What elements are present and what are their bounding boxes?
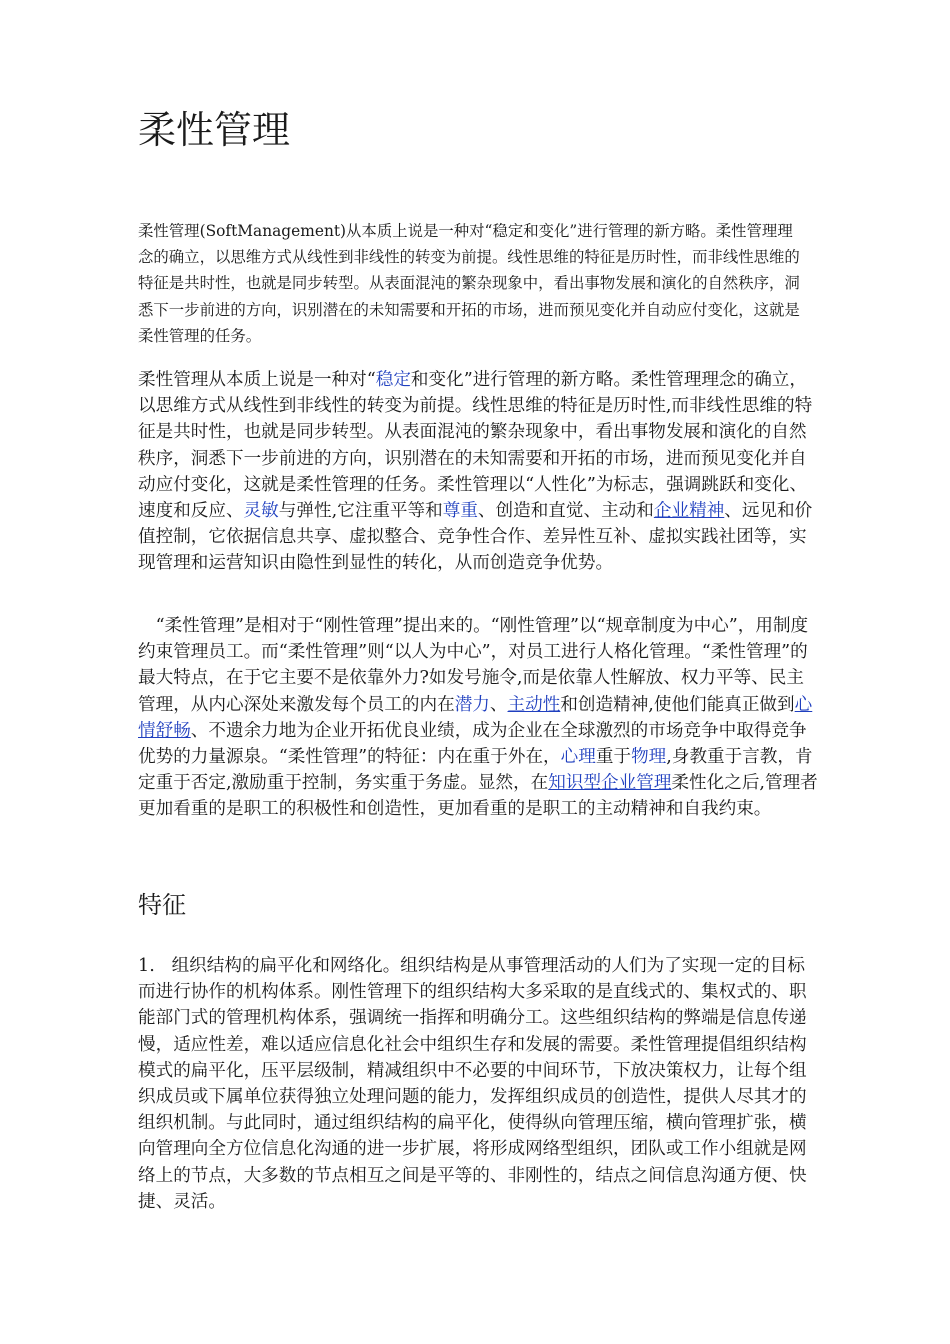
text-run: 、 <box>489 694 508 715</box>
link-initiative[interactable]: 主动性 <box>507 694 561 715</box>
text-run: 和创造精神,使他们能真正做到 <box>560 694 795 715</box>
text-run: “柔性管理”是相对于“刚性管理”提出来的。“刚性管理”以“规章制度为中心”，用制度约束管理员工。而“柔性管理”则“以人为中心”，对员工进行人格化管理。“柔性管理”的最大特点，在于它主要不是依靠外力?如发号施令,而是依靠人性解放、权力平等、民主管理，从内心深处来激发每个员工的内在 <box>138 616 809 715</box>
definition-paragraph <box>138 367 818 577</box>
intro-paragraph: 柔性管理(SoftManagement)从本质上说是一种对“稳定和变化”进行管理的新方略。柔性管理理念的确立，以思维方式从线性到非线性的转变为前提。线性思维的特征是历时性，而非线性思维的特征是共时性，也就是同步转型。从表面混沌的繁杂现象中，看出事物发展和演化的自然秩序，洞悉下一步前进的方向，识别潜在的未知需要和开拓的市场，进而预见变化并自动应付变化，这就是柔性管理的任务。 <box>138 222 800 345</box>
text-run: 和变化”进行管理的新方略。柔性管理理念的确立，以思维方式从线性到非线性的转变为前提。线性思维的特征是历时性,而非线性思维的特征是共时性，也就是同步转型。从表面混沌的繁杂现象中，看出事物发展和演化的自然秩序，洞悉下一步前进的方向，识别潜在的未知需要和开拓的市场，进而预见变化并自动应付变化，这就是柔性管理的任务。柔性管理以“人性化”为标志，强调跳跃和变化、速度和反应、 <box>138 370 813 522</box>
section-heading-features: 特征 <box>138 891 186 919</box>
link-respect[interactable]: 尊重 <box>442 501 478 522</box>
text-run: 与弹性,它注重平等和 <box>278 501 443 522</box>
text-run: ,身教重于言教，肯定重于否定,激励重于控制，务实重于务虚。显然，在 <box>138 747 813 794</box>
link-physics[interactable]: 物理 <box>631 747 667 768</box>
feature-item-1: 1. 组织结构的扁平化和网络化。组织结构是从事管理活动的人们为了实现一定的目标而进行协作的机构体系。刚性管理下的组织结构大多采取的是直线式的、集权式的、职能部门式的管理机构体系，强调统一指挥和明确分工。这些组织结构的弊端是信息传递慢，适应性差，难以适应信息化社会中组织生存和发展的需要。柔性管理提倡组织结构模式的扁平化，压平层级制，精减组织中不必要的中间环节，下放决策权力，让每个组织成员或下属单位获得独立处理问题的能力，发挥组织成员的创造性，提供人尽其才的组织机制。与此同时，通过组织结构的扁平化，使得纵向管理压缩，横向管理扩张，横向管理向全方位信息化沟通的进一步扩展，将形成网络型组织，团队或工作小组就是网络上的节点，大多数的节点相互之间是平等的、非刚性的，结点之间信息沟通方便、快捷、灵活。 <box>138 956 807 1212</box>
text-run: 柔性化之后,管理者更加看重的是职工的积极性和创造性，更加看重的是职工的主动精神和自我约束。 <box>138 773 818 820</box>
text-run: 、不遗余力地为企业开拓优良业绩，成为企业在全球激烈的市场竞争中取得竞争优势的力量源泉。“柔性管理”的特征：内在重于外在， <box>138 720 807 768</box>
link-knowledge-enterprise-management[interactable]: 知识型企业管理 <box>548 773 672 794</box>
text-run: 柔性管理从本质上说是一种对“ <box>138 370 376 390</box>
text-run: 重于 <box>595 747 632 768</box>
link-enterprise-spirit[interactable]: 企业精神 <box>653 501 725 522</box>
link-happy-mood[interactable]: 心情舒畅 <box>138 694 813 741</box>
text-run: 、远见和价值控制，它依据信息共享、虚拟整合、竞争性合作、差异性互补、虚拟实践社团等，实现管理和运营知识由隐性到显性的转化，从而创造竞争优势。 <box>138 501 813 574</box>
page-title: 柔性管理 <box>138 108 291 152</box>
link-stability[interactable]: 稳定 <box>375 370 411 390</box>
link-potential[interactable]: 潜力 <box>454 694 490 715</box>
link-agility[interactable]: 灵敏 <box>243 501 279 522</box>
link-psychology[interactable]: 心理 <box>560 747 596 768</box>
comparison-paragraph <box>138 613 818 823</box>
text-run: 、创造和直觉、主动和 <box>477 501 654 522</box>
